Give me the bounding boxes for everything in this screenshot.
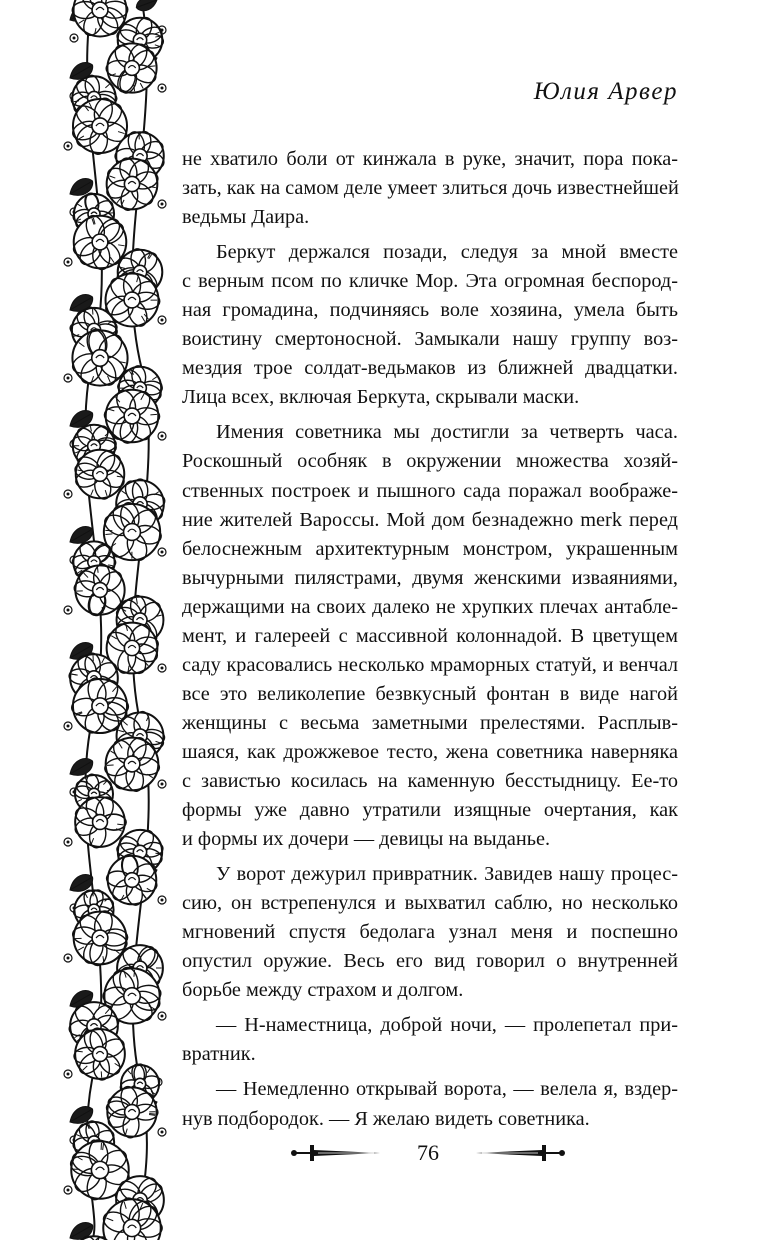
text-line: Беркут держался позади, следуя за мной вместе xyxy=(216,241,678,264)
paragraph xyxy=(182,418,678,854)
text-line: с завистью косилась на каменную бесстыдницу. Ее-то xyxy=(182,769,678,792)
text-line: саду красовались несколько мраморных статуй, и венчал xyxy=(182,653,678,676)
text-line: зать, как на самом деле умеет злиться дочь известнейшей xyxy=(182,177,679,200)
page-footer xyxy=(290,1136,566,1170)
floral-border xyxy=(62,0,170,1240)
dagger-right-icon xyxy=(470,1142,566,1164)
text-line: ная громадина, подчиняясь воле хозяина, умела быть xyxy=(182,299,678,322)
paragraph xyxy=(182,238,678,412)
text-line: вычурными пилястрами, двумя женскими изваяниями, xyxy=(182,566,678,589)
text-line: воистину смертоносной. Замыкали нашу группу воз- xyxy=(182,328,678,351)
text-line: и формы их дочери — девицы на выданье. xyxy=(182,828,551,851)
text-line: Лица всех, включая Беркута, скрывали маски. xyxy=(182,386,580,409)
text-line: — Н-наместница, доброй ночи, — пролепетал при- xyxy=(216,1014,678,1037)
text-line: ственных построек и пышного сада поражал воображе- xyxy=(182,479,678,502)
text-line: У ворот дежурил привратник. Завидев нашу процес- xyxy=(216,863,678,886)
text-line: шаяся, как дрожжевое тесто, жена советника наверняка xyxy=(182,740,678,763)
text-line: нув подбородок. — Я желаю видеть советника. xyxy=(182,1107,590,1130)
text-line: опустил оружие. Весь его вид говорил о внутренней xyxy=(182,950,678,973)
text-line: держащими на своих далеко не хрупких плечах антабле- xyxy=(182,595,678,618)
text-line: все это великолепие безвкусный фонтан в виде нагой xyxy=(182,682,678,705)
text-line: мгновений спустя бедолага узнал меня и поспешно xyxy=(182,921,678,944)
text-line: формы уже давно утратили изящные очертания, как xyxy=(182,799,678,822)
text-line: Имения советника мы достигли за четверть часа. xyxy=(216,421,678,444)
paragraph xyxy=(182,1075,678,1133)
text-line: женщины с весьма заметными прелестями. Расплыв- xyxy=(182,711,678,734)
text-line: мездия трое солдат-ведьмаков из ближней двадцатки. xyxy=(182,357,678,380)
dagger-left-icon xyxy=(290,1142,386,1164)
paragraph xyxy=(182,1011,678,1069)
text-line: с верным псом по кличке Мор. Эта огромная беспород- xyxy=(182,270,678,293)
floral-border-art xyxy=(62,0,170,1240)
text-line: — Немедленно открывай ворота, — велела я, вздер- xyxy=(216,1078,678,1101)
paragraph xyxy=(182,145,678,232)
text-line: мент, и галереей с массивной колоннадой. В цветущем xyxy=(182,624,678,647)
text-line: ние жителей Вароссы. Мой дом безнадежно merk перед xyxy=(182,508,678,531)
body-text xyxy=(182,145,678,1134)
text-line: ведьмы Даира. xyxy=(182,206,310,229)
running-head-author: Юлия Арвер xyxy=(533,78,678,105)
paragraph xyxy=(182,860,678,1005)
text-line: не хватило боли от кинжала в руке, значит, пора пока- xyxy=(182,148,678,170)
page-number: 76 xyxy=(417,1140,439,1165)
text-line: борьбе между страхом и долгом. xyxy=(182,979,464,1002)
text-line: Роскошный особняк в окружении множества хозяй- xyxy=(182,450,678,473)
text-line: сию, он встрепенулся и выхватил саблю, но несколько xyxy=(182,892,678,915)
text-line: белоснежным архитектурным монстром, украшенным xyxy=(182,537,678,560)
text-line: вратник. xyxy=(182,1043,256,1066)
